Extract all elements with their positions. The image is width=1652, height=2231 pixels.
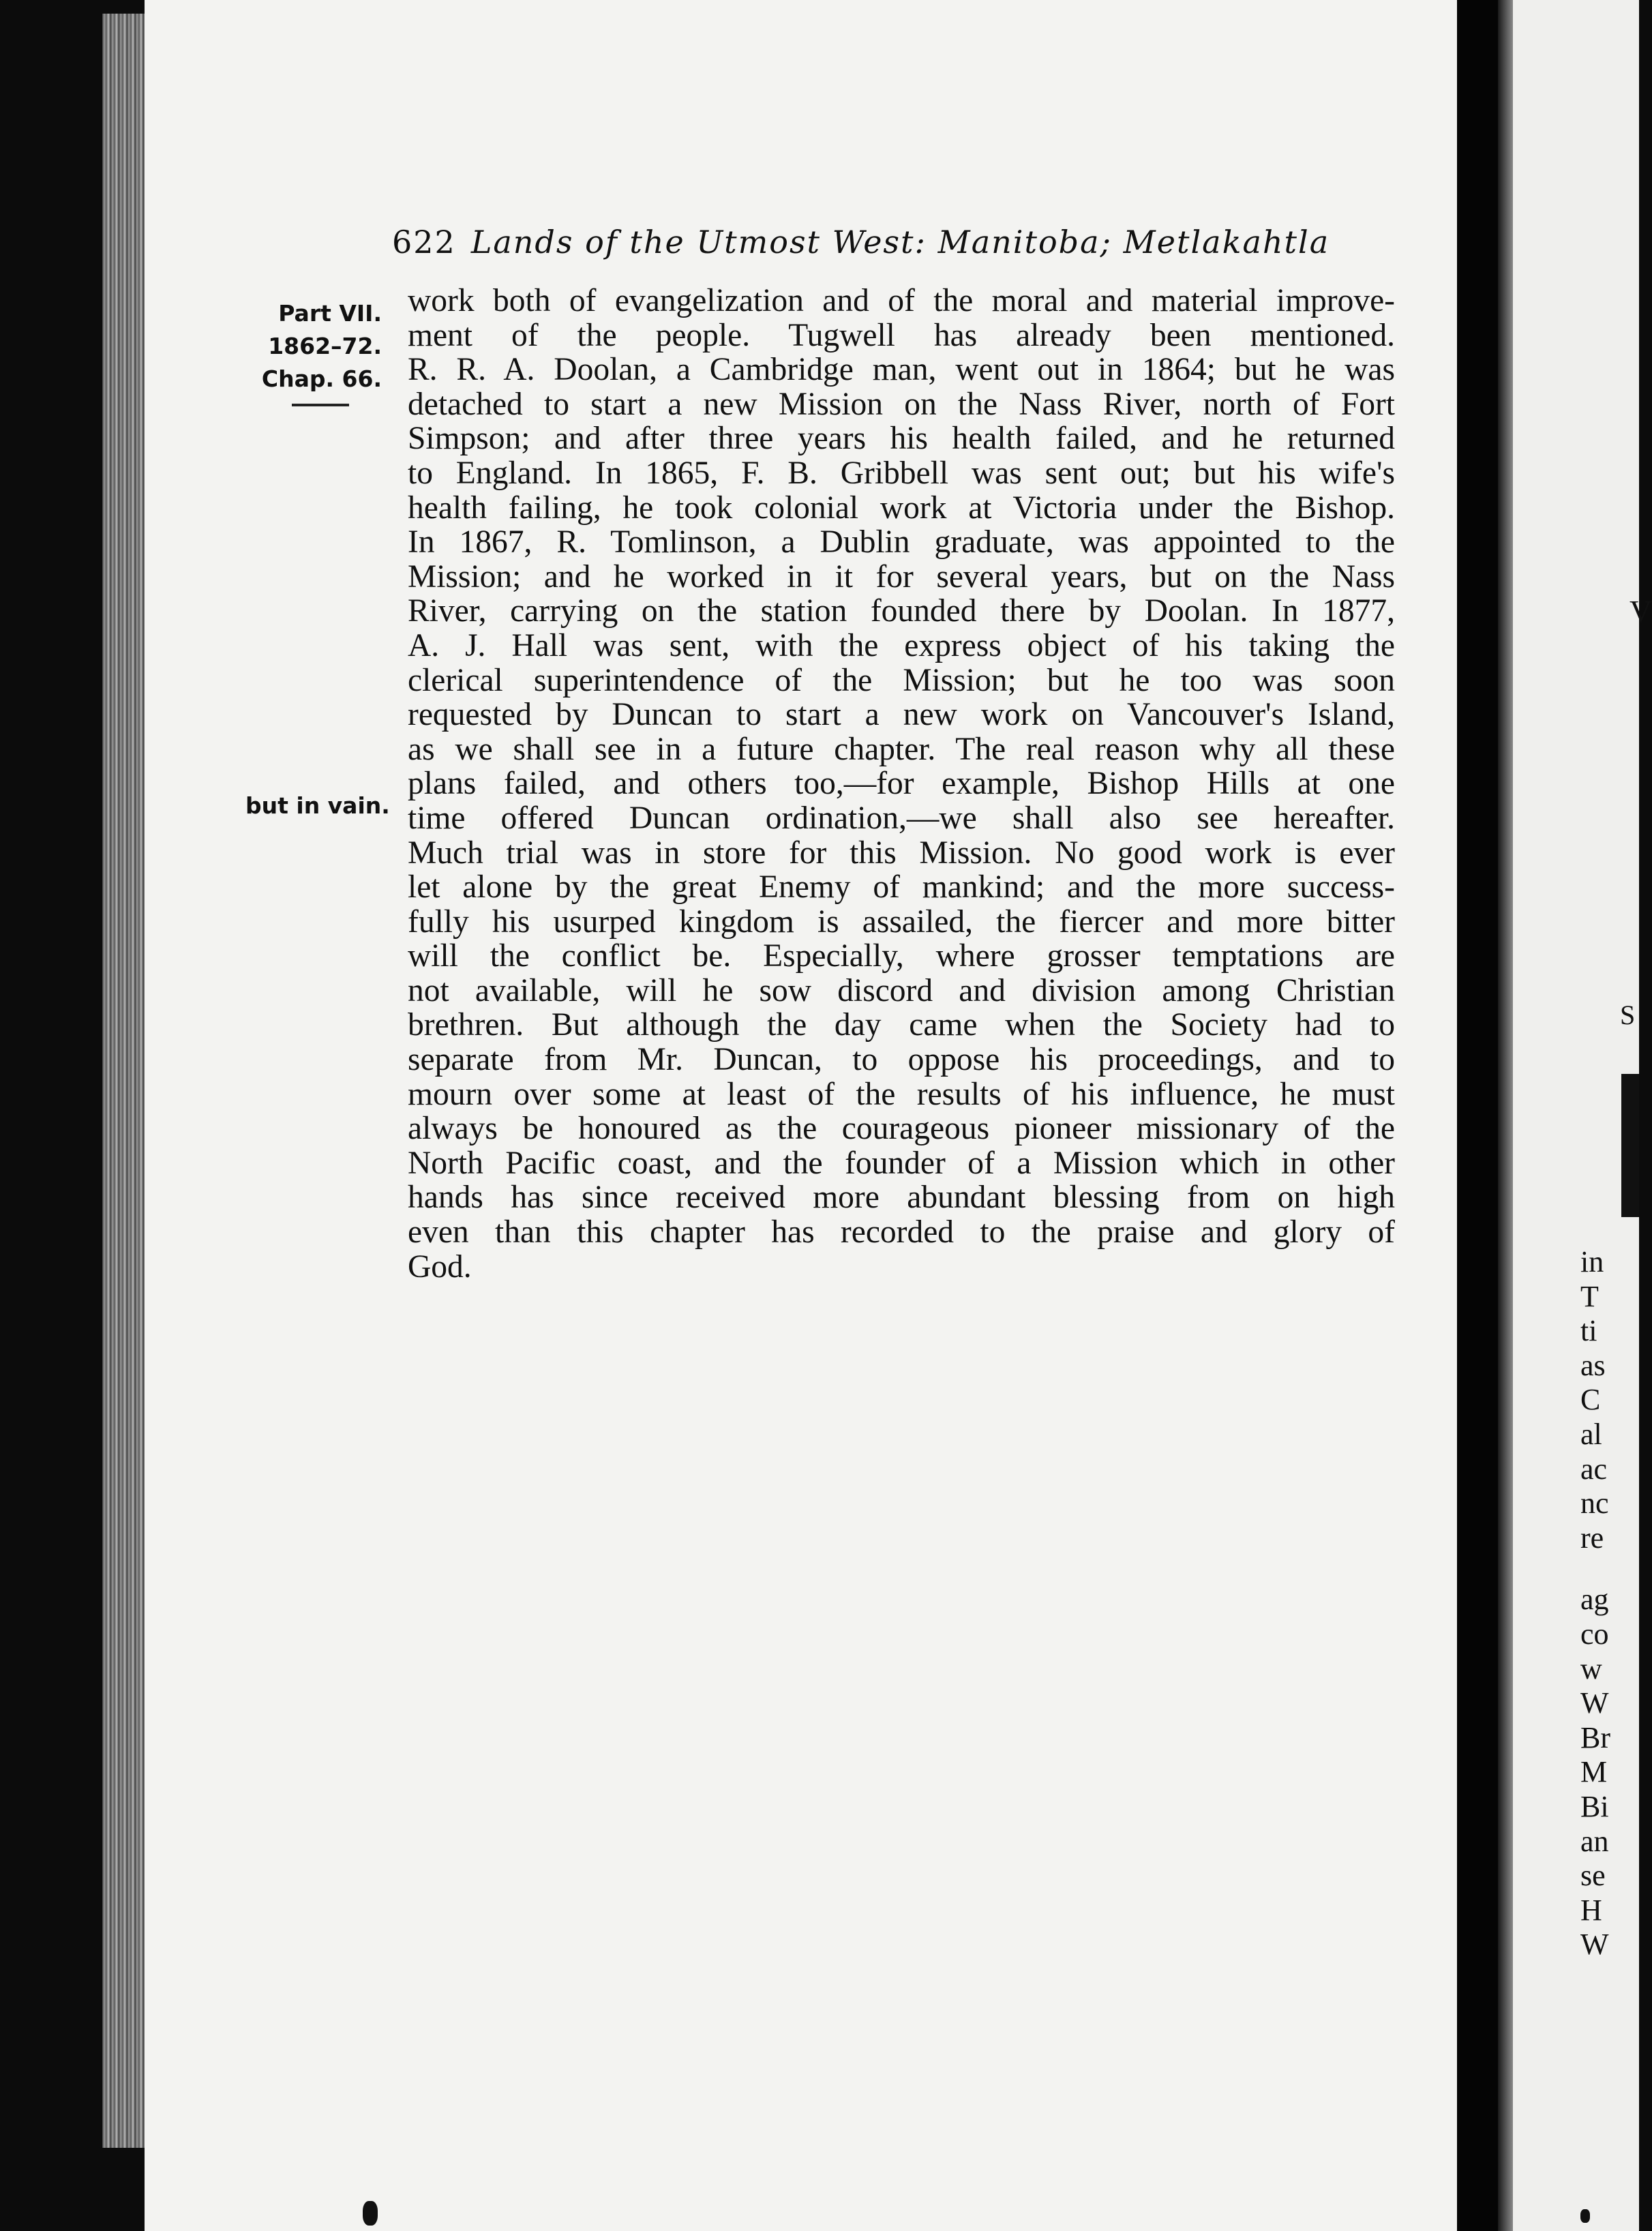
facing-line: as — [1580, 1348, 1606, 1382]
scan-speck — [363, 2201, 378, 2226]
text-line: mourn over some at least of the results of his influence, he must — [408, 1076, 1395, 1112]
text-line: time offered Duncan ordination,—we shall also see hereafter. — [408, 800, 1395, 836]
facing-line: an — [1580, 1824, 1609, 1858]
text-line: even than this chapter has recorded to the praise and glory of — [408, 1214, 1395, 1251]
text-line: health failing, he took colonial work at Victoria under the Bishop. — [408, 490, 1395, 526]
facing-line: Br — [1580, 1720, 1610, 1754]
sidenote-rule — [292, 404, 349, 406]
facing-line: W — [1580, 1686, 1609, 1720]
text-line: work both of evangelization and of the moral and material improve- — [408, 283, 1395, 318]
text-line: plans failed, and others too,—for example, Bishop Hills at one — [408, 766, 1395, 802]
margin-note-part — [232, 297, 382, 395]
text-line: God. — [408, 1248, 472, 1285]
facing-line: w — [1580, 1651, 1602, 1686]
facing-page-edge — [1498, 0, 1513, 2231]
facing-initial-block — [1621, 1074, 1639, 1217]
facing-line: ti — [1580, 1314, 1597, 1348]
paragraph-gap — [1580, 1555, 1610, 1583]
text-line: hands has since received more abundant blessing from on high — [408, 1180, 1395, 1216]
text-line: fully his usurped kingdom is assailed, the fiercer and more bitter — [408, 903, 1395, 940]
facing-line: in — [1580, 1245, 1604, 1278]
sidenote-chapter: Chap. 66. — [261, 365, 382, 392]
facing-line: Bi — [1580, 1789, 1609, 1823]
facing-line: ac — [1580, 1452, 1608, 1486]
text-line: let alone by the great Enemy of mankind; and the more success- — [408, 869, 1395, 905]
text-line: North Pacific coast, and the founder of a Mission which in other — [408, 1145, 1395, 1181]
page-number: 622 — [392, 224, 456, 260]
facing-line: co — [1580, 1617, 1609, 1651]
facing-fragment-2: S — [1620, 1000, 1636, 1030]
text-line: Mission; and he worked in it for several years, but on the Nass — [408, 558, 1395, 595]
facing-page — [1498, 0, 1639, 2231]
text-line: A. J. Hall was sent, with the express object of his taking the — [408, 627, 1395, 663]
facing-page-lines — [1580, 1245, 1610, 1962]
sidenote-part: Part VII. — [278, 300, 382, 327]
text-line: brethren. But although the day came when the Society had to — [408, 1007, 1395, 1043]
page-stack-edge — [102, 14, 150, 2148]
text-line: R. R. A. Doolan, a Cambridge man, went out in 1864; but he was — [408, 352, 1395, 388]
text-line: River, carrying on the station founded there by Doolan. In 1877, — [408, 593, 1395, 629]
facing-fragment-1: V — [1630, 594, 1652, 629]
facing-line: al — [1580, 1417, 1602, 1451]
book-gutter — [1457, 0, 1498, 2231]
sidenote-years: 1862–72. — [268, 333, 382, 359]
text-line: Simpson; and after three years his health failed, and he returned — [408, 421, 1395, 457]
running-head — [392, 224, 1381, 260]
facing-line: H — [1580, 1893, 1602, 1927]
text-line: detached to start a new Mission on the Nass River, north of Fort — [408, 386, 1395, 422]
text-line: will the conflict be. Especially, where grosser temptations are — [408, 938, 1395, 974]
text-line: clerical superintendence of the Mission; but he too was soon — [408, 662, 1395, 698]
sidenote-but-in-vain: but in vain. — [245, 792, 390, 819]
scan-speck — [1580, 2209, 1590, 2223]
body-text — [408, 284, 1395, 1284]
text-line: not available, will he sow discord and division among Christian — [408, 972, 1395, 1008]
text-line: always be honoured as the courageous pioneer missionary of the — [408, 1111, 1395, 1147]
facing-line: nc — [1580, 1486, 1609, 1521]
facing-line: C — [1580, 1383, 1601, 1417]
facing-line: ag — [1580, 1583, 1609, 1617]
facing-line: W — [1580, 1928, 1609, 1962]
facing-line: M — [1580, 1755, 1608, 1789]
facing-line: se — [1580, 1859, 1606, 1893]
facing-line: T — [1580, 1279, 1599, 1313]
text-line: as we shall see in a future chapter. The real reason why all these — [408, 731, 1395, 767]
text-line: requested by Duncan to start a new work on Vancouver's Island, — [408, 697, 1395, 733]
running-title: Lands of the Utmost West: Manitoba; Metlakahtla — [470, 224, 1330, 260]
text-line: separate from Mr. Duncan, to oppose his proceedings, and to — [408, 1042, 1395, 1078]
text-line: In 1867, R. Tomlinson, a Dublin graduate, was appointed to the — [408, 524, 1395, 560]
text-line: Much trial was in store for this Mission. No good work is ever — [408, 835, 1395, 871]
facing-line: re — [1580, 1521, 1604, 1555]
text-line: to England. In 1865, F. B. Gribbell was sent out; but his wife's — [408, 455, 1395, 491]
text-line: ment of the people. Tugwell has already been mentioned. — [408, 317, 1395, 353]
